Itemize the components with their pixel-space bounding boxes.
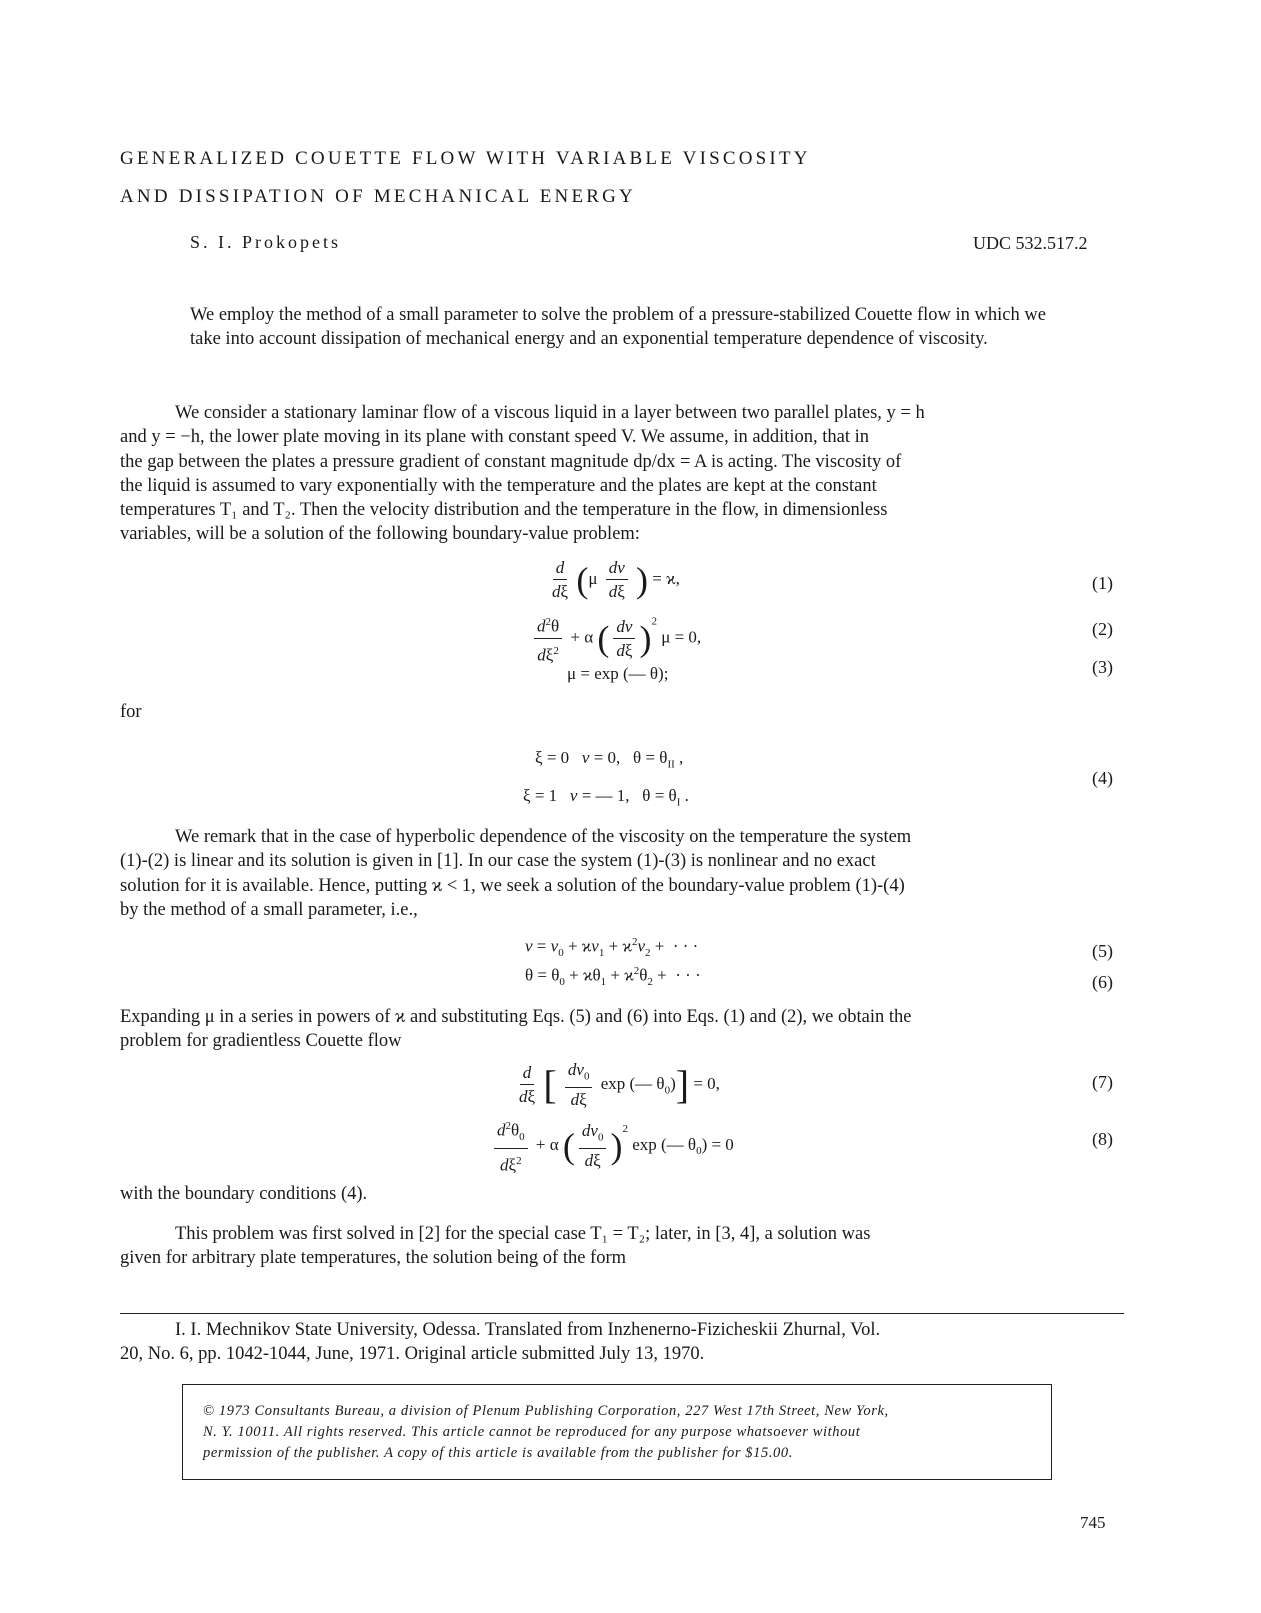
copyright-line: N. Y. 10011. All rights reserved. This article cannot be reproduced for any purpose whatsoever without <box>203 1424 861 1440</box>
text-line: problem for gradientless Couette flow <box>120 1031 402 1052</box>
footnote <box>120 1318 1120 1366</box>
equation-5: $v = v_0 + ϰv_1 + ϰ^2v_2$ + · · · <box>525 936 699 960</box>
equation-4a: ξ = 0 v = 0, $\theta = \theta_{II}$ , <box>535 748 684 771</box>
copyright-line: © 1973 Consultants Bureau, a division of Plenum Publishing Corporation, 227 West 17th Street, New York, <box>203 1403 889 1419</box>
text-line: given for arbitrary plate temperatures, the solution being of the form <box>120 1248 627 1269</box>
text-line: solution for it is available. Hence, putting ϰ < 1, we seek a solution of the boundary-value problem (1)-(4) <box>120 875 905 896</box>
equation-number: (7) <box>1092 1072 1113 1092</box>
paragraph-intro <box>120 401 1120 547</box>
equation-number: (2) <box>1092 619 1113 639</box>
udc-code: UDC 532.517.2 <box>973 233 1088 253</box>
for-label: for <box>120 702 142 722</box>
paragraph-remark <box>120 825 1120 922</box>
text-line: the gap between the plates a pressure gradient of constant magnitude dp/dx = A is acting. The viscosity of <box>120 451 902 472</box>
text-line: temperatures T₁ and T₂. Then the velocity distribution and the temperature in the flow, in dimensionless <box>120 500 888 521</box>
equation-number: (5) <box>1092 941 1113 961</box>
equation-8: $\frac{d^2\theta_0}{d\xi^2}$ + α ( $\frac{dv_0}{d\xi}$ )$^2$ exp (— $\theta_0) = 0$ <box>490 1116 734 1176</box>
text-line: This problem was first solved in [2] for the special case T₁ = T₂; later, in [3, 4], a solution was <box>175 1224 871 1244</box>
title-line-1: GENERALIZED COUETTE FLOW WITH VARIABLE VISCOSITY <box>120 148 811 169</box>
equation-7: $\frac{d}{d\xi}$ [ $\frac{dv_0}{d\xi}$ exp (— $\theta_0)] = 0$, <box>519 1060 720 1110</box>
footnote-line: I. I. Mechnikov State University, Odessa. Translated from Inzhenerno-Fizicheskii Zhurnal, Vol. <box>175 1320 881 1340</box>
equation-number: (6) <box>1092 972 1113 992</box>
text-line: the liquid is assumed to vary exponentially with the temperature and the plates are kept at the constant <box>120 475 877 496</box>
equation-number: (8) <box>1092 1129 1113 1149</box>
equation-number: (3) <box>1092 657 1113 677</box>
text-line: We remark that in the case of hyperbolic dependence of the viscosity on the temperature the system <box>175 827 912 847</box>
author: S. I. Prokopets <box>190 232 342 252</box>
equation-6: $\theta = \theta_0 + ϰ\theta_1 + ϰ^2\theta_2$ + · · · <box>525 965 701 989</box>
equation-number: (1) <box>1092 573 1113 593</box>
abstract: We employ the method of a small parameter to solve the problem of a pressure-stabilized Couette flow in which we take into account dissipation of mechanical energy and an exponential temperature dependence of viscosity. <box>190 305 1046 349</box>
copyright-notice <box>203 1401 1033 1464</box>
text-line: Expanding μ in a series in powers of ϰ and substituting Eqs. (5) and (6) into Eqs. (1) and (2), we obtain the <box>120 1007 912 1027</box>
copyright-line: permission of the publisher. A copy of this article is available from the publisher for $15.00. <box>203 1445 793 1461</box>
equation-number: (4) <box>1092 768 1113 788</box>
title-line-2: AND DISSIPATION OF MECHANICAL ENERGY <box>120 186 636 207</box>
paragraph-expanding <box>120 1005 1120 1054</box>
text-line: and y = −h, the lower plate moving in its plane with constant speed V. We assume, in addition, that in <box>120 427 869 448</box>
text-line: We consider a stationary laminar flow of a viscous liquid in a layer between two parallel plates, y = h <box>175 403 925 423</box>
equation-2: $\frac{d^2\theta}{d\xi^2}$ + α ( $\frac{dv}{d\xi}$ )$^2$ μ = 0, <box>530 612 701 665</box>
page-number: 745 <box>1080 1513 1106 1532</box>
equation-1: $\frac{d}{d\xi}$ (μ $\frac{dv}{d\xi}$ ) = ϰ, <box>552 558 680 601</box>
text-line: variables, will be a solution of the following boundary-value problem: <box>120 524 640 545</box>
copyright-box <box>182 1384 1052 1480</box>
text-line: by the method of a small parameter, i.e., <box>120 899 418 920</box>
equation-4b: ξ = 1 v = — 1, $\theta = \theta_I$ . <box>523 786 689 809</box>
boundary-conditions-note: with the boundary conditions (4). <box>120 1184 368 1204</box>
footnote-line: 20, No. 6, pp. 1042-1044, June, 1971. Original article submitted July 13, 1970. <box>120 1344 705 1364</box>
text-line: (1)-(2) is linear and its solution is given in [1]. In our case the system (1)-(3) is nonlinear and no exact <box>120 851 876 872</box>
paragraph-history <box>120 1222 1120 1271</box>
footnote-rule <box>120 1313 1124 1314</box>
equation-3: μ = exp (— θ); <box>567 664 669 683</box>
